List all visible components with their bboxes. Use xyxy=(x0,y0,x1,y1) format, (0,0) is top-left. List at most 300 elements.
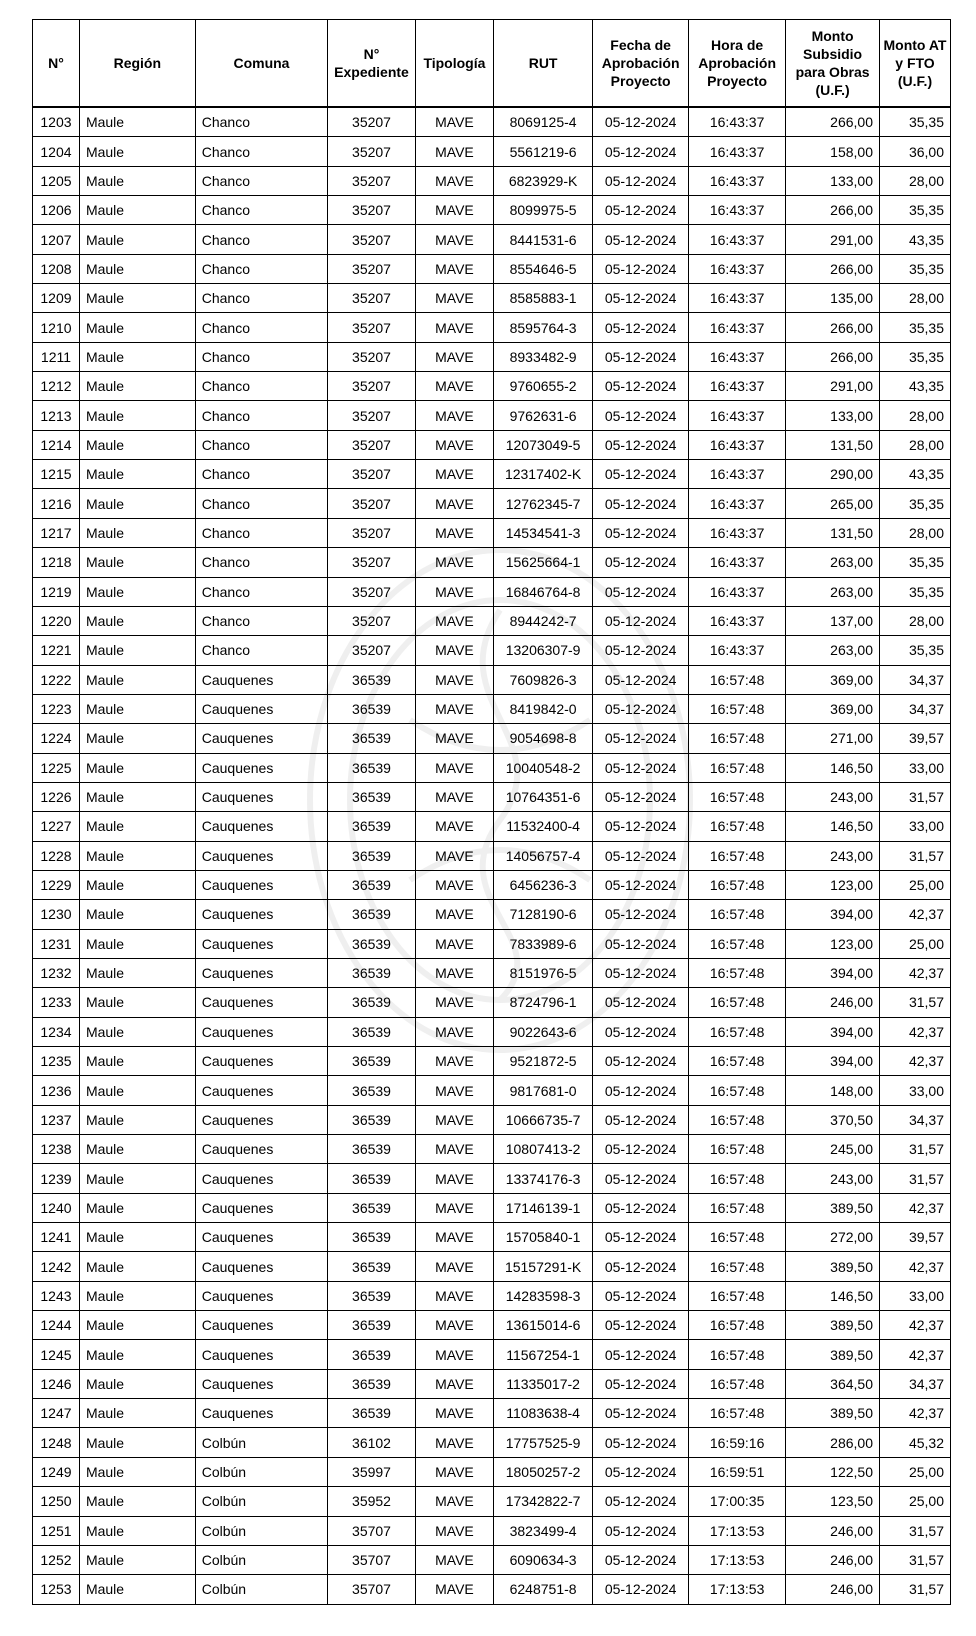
cell-hora: 16:43:37 xyxy=(689,518,786,547)
cell-at: 43,35 xyxy=(880,372,951,401)
table-row xyxy=(33,313,951,342)
cell-fecha: 05-12-2024 xyxy=(593,1399,689,1428)
cell-hora: 16:57:48 xyxy=(689,1311,786,1340)
cell-at: 31,57 xyxy=(880,988,951,1017)
cell-com: Chanco xyxy=(195,577,327,606)
cell-hora: 17:13:53 xyxy=(689,1545,786,1574)
cell-com: Colbún xyxy=(195,1575,327,1604)
cell-reg: Maule xyxy=(79,900,195,929)
cell-exp: 36539 xyxy=(328,1252,416,1281)
cell-hora: 16:57:48 xyxy=(689,900,786,929)
cell-exp: 35207 xyxy=(328,225,416,254)
cell-reg: Maule xyxy=(79,430,195,459)
cell-tip: MAVE xyxy=(415,284,493,313)
cell-at: 31,57 xyxy=(880,1516,951,1545)
cell-at: 39,57 xyxy=(880,724,951,753)
cell-monto: 291,00 xyxy=(786,225,880,254)
header-hora: Hora de Aprobación Proyecto xyxy=(689,20,786,108)
cell-rut: 6456236-3 xyxy=(494,870,593,899)
cell-at: 28,00 xyxy=(880,606,951,635)
cell-exp: 36539 xyxy=(328,753,416,782)
cell-monto: 146,50 xyxy=(786,753,880,782)
cell-monto: 271,00 xyxy=(786,724,880,753)
cell-hora: 16:43:37 xyxy=(689,430,786,459)
cell-fecha: 05-12-2024 xyxy=(593,1047,689,1076)
cell-tip: MAVE xyxy=(415,782,493,811)
cell-rut: 16846764-8 xyxy=(494,577,593,606)
cell-at: 35,35 xyxy=(880,107,951,137)
cell-reg: Maule xyxy=(79,1399,195,1428)
cell-at: 33,00 xyxy=(880,812,951,841)
cell-reg: Maule xyxy=(79,313,195,342)
cell-fecha: 05-12-2024 xyxy=(593,1575,689,1604)
cell-reg: Maule xyxy=(79,254,195,283)
cell-tip: MAVE xyxy=(415,1164,493,1193)
cell-monto: 290,00 xyxy=(786,460,880,489)
cell-hora: 16:43:37 xyxy=(689,489,786,518)
cell-fecha: 05-12-2024 xyxy=(593,870,689,899)
cell-com: Chanco xyxy=(195,342,327,371)
cell-monto: 146,50 xyxy=(786,1281,880,1310)
cell-hora: 16:43:37 xyxy=(689,225,786,254)
cell-exp: 35207 xyxy=(328,430,416,459)
cell-at: 31,57 xyxy=(880,1545,951,1574)
cell-rut: 9521872-5 xyxy=(494,1047,593,1076)
cell-rut: 11335017-2 xyxy=(494,1369,593,1398)
cell-reg: Maule xyxy=(79,225,195,254)
cell-fecha: 05-12-2024 xyxy=(593,753,689,782)
cell-rut: 17757525-9 xyxy=(494,1428,593,1457)
cell-hora: 16:57:48 xyxy=(689,1135,786,1164)
cell-reg: Maule xyxy=(79,1252,195,1281)
table-header xyxy=(33,20,951,108)
cell-tip: MAVE xyxy=(415,1399,493,1428)
cell-tip: MAVE xyxy=(415,1311,493,1340)
cell-tip: MAVE xyxy=(415,636,493,665)
cell-exp: 35207 xyxy=(328,636,416,665)
cell-exp: 35207 xyxy=(328,460,416,489)
cell-no: 1205 xyxy=(33,166,80,195)
cell-fecha: 05-12-2024 xyxy=(593,196,689,225)
cell-com: Cauquenes xyxy=(195,753,327,782)
cell-com: Chanco xyxy=(195,460,327,489)
header-at: Monto AT y FTO (U.F.) xyxy=(880,20,951,108)
table-row xyxy=(33,841,951,870)
cell-at: 25,00 xyxy=(880,1457,951,1486)
cell-exp: 36539 xyxy=(328,841,416,870)
cell-tip: MAVE xyxy=(415,900,493,929)
cell-fecha: 05-12-2024 xyxy=(593,1545,689,1574)
cell-monto: 389,50 xyxy=(786,1193,880,1222)
cell-reg: Maule xyxy=(79,577,195,606)
cell-fecha: 05-12-2024 xyxy=(593,1311,689,1340)
cell-reg: Maule xyxy=(79,870,195,899)
cell-monto: 389,50 xyxy=(786,1252,880,1281)
cell-no: 1240 xyxy=(33,1193,80,1222)
cell-hora: 16:57:48 xyxy=(689,665,786,694)
cell-com: Colbún xyxy=(195,1545,327,1574)
cell-monto: 389,50 xyxy=(786,1311,880,1340)
cell-no: 1241 xyxy=(33,1223,80,1252)
table-row xyxy=(33,577,951,606)
cell-no: 1247 xyxy=(33,1399,80,1428)
cell-tip: MAVE xyxy=(415,1369,493,1398)
cell-fecha: 05-12-2024 xyxy=(593,372,689,401)
cell-tip: MAVE xyxy=(415,870,493,899)
cell-tip: MAVE xyxy=(415,225,493,254)
cell-exp: 36539 xyxy=(328,1223,416,1252)
cell-hora: 16:57:48 xyxy=(689,988,786,1017)
cell-at: 31,57 xyxy=(880,841,951,870)
table-row xyxy=(33,1545,951,1574)
cell-reg: Maule xyxy=(79,1516,195,1545)
cell-at: 42,37 xyxy=(880,1340,951,1369)
cell-monto: 369,00 xyxy=(786,694,880,723)
cell-tip: MAVE xyxy=(415,753,493,782)
cell-com: Chanco xyxy=(195,313,327,342)
cell-com: Cauquenes xyxy=(195,841,327,870)
cell-no: 1212 xyxy=(33,372,80,401)
cell-exp: 36539 xyxy=(328,1076,416,1105)
cell-rut: 6823929-K xyxy=(494,166,593,195)
cell-monto: 265,00 xyxy=(786,489,880,518)
cell-no: 1228 xyxy=(33,841,80,870)
cell-hora: 16:43:37 xyxy=(689,460,786,489)
cell-monto: 246,00 xyxy=(786,1545,880,1574)
cell-rut: 8933482-9 xyxy=(494,342,593,371)
cell-rut: 14056757-4 xyxy=(494,841,593,870)
cell-hora: 16:43:37 xyxy=(689,606,786,635)
cell-hora: 16:57:48 xyxy=(689,841,786,870)
cell-hora: 16:57:48 xyxy=(689,929,786,958)
cell-monto: 266,00 xyxy=(786,313,880,342)
cell-no: 1234 xyxy=(33,1017,80,1046)
cell-rut: 11532400-4 xyxy=(494,812,593,841)
cell-reg: Maule xyxy=(79,1340,195,1369)
table-row xyxy=(33,900,951,929)
cell-com: Chanco xyxy=(195,401,327,430)
cell-reg: Maule xyxy=(79,284,195,313)
cell-at: 33,00 xyxy=(880,753,951,782)
table-row xyxy=(33,958,951,987)
header-tipologia: Tipología xyxy=(415,20,493,108)
table-row xyxy=(33,606,951,635)
cell-tip: MAVE xyxy=(415,254,493,283)
cell-tip: MAVE xyxy=(415,489,493,518)
cell-at: 34,37 xyxy=(880,1369,951,1398)
cell-exp: 35207 xyxy=(328,577,416,606)
cell-fecha: 05-12-2024 xyxy=(593,1164,689,1193)
table-row xyxy=(33,254,951,283)
cell-monto: 389,50 xyxy=(786,1399,880,1428)
cell-exp: 35207 xyxy=(328,606,416,635)
cell-tip: MAVE xyxy=(415,841,493,870)
cell-exp: 36539 xyxy=(328,1369,416,1398)
cell-exp: 36539 xyxy=(328,1105,416,1134)
cell-exp: 35707 xyxy=(328,1516,416,1545)
cell-at: 45,32 xyxy=(880,1428,951,1457)
cell-no: 1207 xyxy=(33,225,80,254)
cell-monto: 263,00 xyxy=(786,548,880,577)
table-row xyxy=(33,430,951,459)
cell-tip: MAVE xyxy=(415,606,493,635)
table-row xyxy=(33,753,951,782)
cell-reg: Maule xyxy=(79,694,195,723)
cell-no: 1225 xyxy=(33,753,80,782)
cell-fecha: 05-12-2024 xyxy=(593,1135,689,1164)
cell-exp: 35207 xyxy=(328,196,416,225)
table-row xyxy=(33,1017,951,1046)
cell-exp: 36539 xyxy=(328,929,416,958)
cell-com: Chanco xyxy=(195,548,327,577)
cell-fecha: 05-12-2024 xyxy=(593,1281,689,1310)
cell-at: 28,00 xyxy=(880,430,951,459)
cell-com: Cauquenes xyxy=(195,724,327,753)
cell-reg: Maule xyxy=(79,606,195,635)
cell-at: 33,00 xyxy=(880,1076,951,1105)
cell-monto: 243,00 xyxy=(786,1164,880,1193)
cell-tip: MAVE xyxy=(415,665,493,694)
cell-tip: MAVE xyxy=(415,430,493,459)
cell-fecha: 05-12-2024 xyxy=(593,548,689,577)
cell-tip: MAVE xyxy=(415,166,493,195)
cell-hora: 16:57:48 xyxy=(689,870,786,899)
cell-hora: 16:43:37 xyxy=(689,166,786,195)
cell-reg: Maule xyxy=(79,1017,195,1046)
cell-hora: 16:43:37 xyxy=(689,401,786,430)
cell-tip: MAVE xyxy=(415,988,493,1017)
cell-tip: MAVE xyxy=(415,460,493,489)
cell-exp: 36539 xyxy=(328,1047,416,1076)
cell-exp: 35207 xyxy=(328,107,416,137)
cell-fecha: 05-12-2024 xyxy=(593,1105,689,1134)
cell-fecha: 05-12-2024 xyxy=(593,841,689,870)
header-monto: Monto Subsidio para Obras (U.F.) xyxy=(786,20,880,108)
cell-com: Cauquenes xyxy=(195,1076,327,1105)
cell-rut: 15157291-K xyxy=(494,1252,593,1281)
cell-no: 1226 xyxy=(33,782,80,811)
cell-fecha: 05-12-2024 xyxy=(593,606,689,635)
cell-com: Cauquenes xyxy=(195,1135,327,1164)
cell-tip: MAVE xyxy=(415,313,493,342)
cell-monto: 389,50 xyxy=(786,1340,880,1369)
cell-exp: 36539 xyxy=(328,782,416,811)
cell-exp: 36539 xyxy=(328,1135,416,1164)
cell-rut: 8724796-1 xyxy=(494,988,593,1017)
cell-fecha: 05-12-2024 xyxy=(593,958,689,987)
cell-fecha: 05-12-2024 xyxy=(593,1017,689,1046)
cell-rut: 9762631-6 xyxy=(494,401,593,430)
cell-monto: 246,00 xyxy=(786,1575,880,1604)
cell-monto: 148,00 xyxy=(786,1076,880,1105)
cell-rut: 8585883-1 xyxy=(494,284,593,313)
table-row xyxy=(33,548,951,577)
cell-monto: 266,00 xyxy=(786,342,880,371)
cell-rut: 8099975-5 xyxy=(494,196,593,225)
cell-tip: MAVE xyxy=(415,1105,493,1134)
cell-tip: MAVE xyxy=(415,1545,493,1574)
cell-reg: Maule xyxy=(79,1164,195,1193)
header-rut: RUT xyxy=(494,20,593,108)
cell-hora: 16:57:48 xyxy=(689,1017,786,1046)
cell-no: 1252 xyxy=(33,1545,80,1574)
cell-no: 1244 xyxy=(33,1311,80,1340)
cell-fecha: 05-12-2024 xyxy=(593,401,689,430)
cell-rut: 14283598-3 xyxy=(494,1281,593,1310)
cell-com: Cauquenes xyxy=(195,1340,327,1369)
cell-at: 42,37 xyxy=(880,1193,951,1222)
cell-exp: 35207 xyxy=(328,137,416,166)
cell-no: 1238 xyxy=(33,1135,80,1164)
cell-reg: Maule xyxy=(79,1428,195,1457)
cell-hora: 16:57:48 xyxy=(689,1369,786,1398)
cell-monto: 123,50 xyxy=(786,1487,880,1516)
cell-reg: Maule xyxy=(79,372,195,401)
cell-at: 28,00 xyxy=(880,284,951,313)
cell-fecha: 05-12-2024 xyxy=(593,1487,689,1516)
table-row xyxy=(33,929,951,958)
cell-at: 35,35 xyxy=(880,254,951,283)
cell-exp: 36539 xyxy=(328,812,416,841)
cell-no: 1245 xyxy=(33,1340,80,1369)
cell-at: 42,37 xyxy=(880,1311,951,1340)
cell-rut: 8441531-6 xyxy=(494,225,593,254)
header-expediente: N° Expediente xyxy=(328,20,416,108)
cell-com: Chanco xyxy=(195,489,327,518)
cell-exp: 36539 xyxy=(328,988,416,1017)
cell-com: Chanco xyxy=(195,137,327,166)
cell-com: Chanco xyxy=(195,254,327,283)
cell-hora: 16:57:48 xyxy=(689,1340,786,1369)
cell-reg: Maule xyxy=(79,166,195,195)
cell-exp: 36539 xyxy=(328,665,416,694)
cell-hora: 16:57:48 xyxy=(689,812,786,841)
header-region: Región xyxy=(79,20,195,108)
cell-tip: MAVE xyxy=(415,1516,493,1545)
cell-monto: 122,50 xyxy=(786,1457,880,1486)
cell-hora: 16:43:37 xyxy=(689,254,786,283)
cell-exp: 35707 xyxy=(328,1545,416,1574)
cell-monto: 246,00 xyxy=(786,988,880,1017)
cell-reg: Maule xyxy=(79,724,195,753)
cell-tip: MAVE xyxy=(415,401,493,430)
cell-rut: 12762345-7 xyxy=(494,489,593,518)
cell-reg: Maule xyxy=(79,518,195,547)
cell-rut: 17342822-7 xyxy=(494,1487,593,1516)
cell-com: Chanco xyxy=(195,430,327,459)
cell-no: 1227 xyxy=(33,812,80,841)
cell-rut: 11083638-4 xyxy=(494,1399,593,1428)
cell-rut: 15705840-1 xyxy=(494,1223,593,1252)
cell-com: Chanco xyxy=(195,372,327,401)
cell-fecha: 05-12-2024 xyxy=(593,1369,689,1398)
cell-at: 42,37 xyxy=(880,1399,951,1428)
cell-fecha: 05-12-2024 xyxy=(593,724,689,753)
cell-at: 25,00 xyxy=(880,1487,951,1516)
cell-exp: 35207 xyxy=(328,284,416,313)
cell-hora: 16:43:37 xyxy=(689,313,786,342)
cell-exp: 36539 xyxy=(328,1281,416,1310)
table-row xyxy=(33,870,951,899)
cell-fecha: 05-12-2024 xyxy=(593,694,689,723)
table-row xyxy=(33,1399,951,1428)
cell-hora: 16:43:37 xyxy=(689,372,786,401)
cell-no: 1216 xyxy=(33,489,80,518)
cell-com: Cauquenes xyxy=(195,1193,327,1222)
cell-rut: 9054698-8 xyxy=(494,724,593,753)
cell-no: 1242 xyxy=(33,1252,80,1281)
cell-fecha: 05-12-2024 xyxy=(593,489,689,518)
cell-com: Cauquenes xyxy=(195,1017,327,1046)
cell-exp: 36539 xyxy=(328,694,416,723)
cell-reg: Maule xyxy=(79,196,195,225)
cell-monto: 394,00 xyxy=(786,958,880,987)
cell-monto: 135,00 xyxy=(786,284,880,313)
cell-monto: 394,00 xyxy=(786,1047,880,1076)
cell-monto: 263,00 xyxy=(786,636,880,665)
cell-hora: 16:43:37 xyxy=(689,548,786,577)
cell-fecha: 05-12-2024 xyxy=(593,313,689,342)
cell-at: 42,37 xyxy=(880,1252,951,1281)
cell-fecha: 05-12-2024 xyxy=(593,577,689,606)
cell-monto: 263,00 xyxy=(786,577,880,606)
cell-at: 42,37 xyxy=(880,1017,951,1046)
cell-com: Cauquenes xyxy=(195,665,327,694)
cell-monto: 364,50 xyxy=(786,1369,880,1398)
cell-rut: 10040548-2 xyxy=(494,753,593,782)
cell-fecha: 05-12-2024 xyxy=(593,107,689,137)
cell-tip: MAVE xyxy=(415,1575,493,1604)
cell-tip: MAVE xyxy=(415,196,493,225)
cell-rut: 9760655-2 xyxy=(494,372,593,401)
cell-reg: Maule xyxy=(79,841,195,870)
cell-hora: 16:57:48 xyxy=(689,1281,786,1310)
cell-reg: Maule xyxy=(79,1457,195,1486)
cell-exp: 35207 xyxy=(328,518,416,547)
cell-monto: 369,00 xyxy=(786,665,880,694)
cell-tip: MAVE xyxy=(415,1428,493,1457)
table-row xyxy=(33,401,951,430)
table-row xyxy=(33,107,951,137)
table-row xyxy=(33,1164,951,1193)
cell-com: Cauquenes xyxy=(195,900,327,929)
cell-com: Chanco xyxy=(195,636,327,665)
table-row xyxy=(33,1135,951,1164)
cell-reg: Maule xyxy=(79,489,195,518)
cell-hora: 16:57:48 xyxy=(689,1105,786,1134)
cell-at: 35,35 xyxy=(880,548,951,577)
table-row xyxy=(33,372,951,401)
cell-at: 31,57 xyxy=(880,1575,951,1604)
cell-com: Cauquenes xyxy=(195,1047,327,1076)
cell-com: Chanco xyxy=(195,107,327,137)
table-row xyxy=(33,1076,951,1105)
cell-monto: 123,00 xyxy=(786,929,880,958)
cell-no: 1231 xyxy=(33,929,80,958)
cell-com: Cauquenes xyxy=(195,870,327,899)
cell-reg: Maule xyxy=(79,665,195,694)
cell-no: 1250 xyxy=(33,1487,80,1516)
cell-at: 28,00 xyxy=(880,166,951,195)
cell-reg: Maule xyxy=(79,1311,195,1340)
cell-tip: MAVE xyxy=(415,137,493,166)
cell-hora: 16:43:37 xyxy=(689,137,786,166)
cell-rut: 8069125-4 xyxy=(494,107,593,137)
cell-fecha: 05-12-2024 xyxy=(593,929,689,958)
cell-no: 1211 xyxy=(33,342,80,371)
cell-reg: Maule xyxy=(79,342,195,371)
cell-exp: 35207 xyxy=(328,548,416,577)
